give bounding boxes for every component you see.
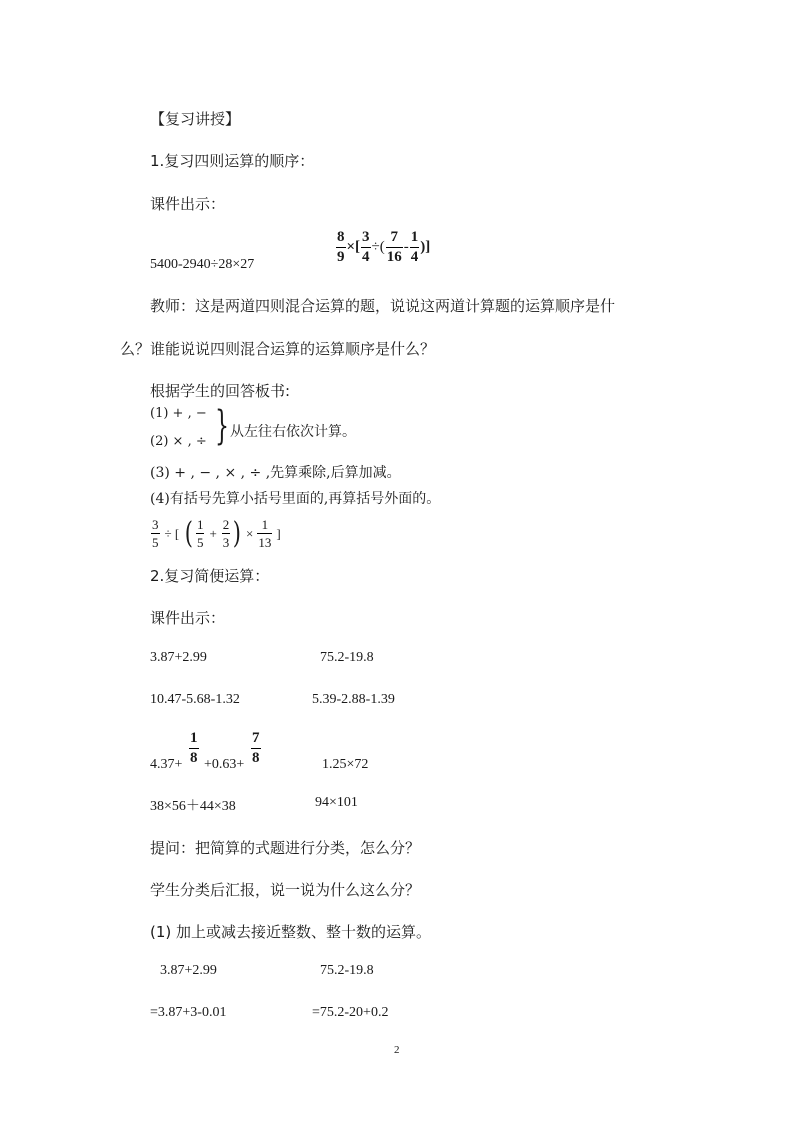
fraction: $\frac{2}{3}$	[222, 517, 230, 550]
exercise: 38×56＋44×38	[150, 799, 236, 814]
board-intro: 根据学生的回答板书:	[150, 382, 291, 400]
exercise: 4.37+	[150, 757, 183, 772]
expression-a: 5400-2940÷28×27	[150, 257, 255, 272]
solution-line: 3.87+2.99	[160, 963, 217, 978]
rule-12-note: 从左往右依次计算。	[230, 424, 356, 440]
solution-line: =75.2-20+0.2	[312, 1005, 389, 1020]
fraction: $\frac{1}{4}$	[410, 229, 419, 265]
expression-c: $\frac{3}{5}$ ÷ [ ( $\frac{1}{5}$ + $\frac{2}{3}$ ) × $\frac{1}{13}$ ]	[152, 515, 281, 551]
fraction: $\frac{1}{13}$	[258, 517, 272, 550]
rule-1: (1) + , −	[150, 406, 207, 421]
item1-title: 1.复习四则运算的顺序：	[150, 152, 315, 170]
exercise: +0.63+	[204, 757, 245, 772]
category-1: (1) 加上或减去接近整数、整十数的运算。	[150, 923, 432, 941]
teacher-line-2: 么？谁能说说四则混合运算的运算顺序是什么？	[120, 340, 436, 358]
fraction: $\frac{1}{5}$	[196, 517, 204, 550]
fraction: $\frac{1}{8}$	[190, 730, 198, 766]
exercise: 3.87+2.99	[150, 650, 207, 665]
fraction: $\frac{3}{5}$	[152, 517, 159, 550]
exercise: 5.39-2.88-1.39	[312, 692, 395, 707]
courseware-label: 课件出示：	[150, 195, 226, 213]
page-number: 2	[394, 1044, 400, 1056]
expression-b: $\frac{8}{9}$ ×[ $\frac{3}{4}$ ÷( $\frac{7}{16}$ - $\frac{1}{4}$ )]	[337, 229, 431, 265]
report: 学生分类后汇报，说一说为什么这么分？	[150, 881, 421, 899]
item2-title: 2.复习简便运算：	[150, 567, 270, 585]
fraction: $\frac{7}{16}$	[386, 229, 402, 265]
brace-icon: }	[215, 403, 229, 449]
fraction: $\frac{7}{8}$	[252, 730, 260, 766]
rule-3: (3) + , − , × , ÷ ,先算乘除,后算加减。	[150, 465, 401, 481]
paren-right-icon: )	[233, 515, 242, 551]
teacher-line-1: 教师：这是两道四则混合运算的题，说说这两道计算题的运算顺序是什	[150, 297, 616, 315]
question: 提问：把简算的式题进行分类，怎么分？	[150, 839, 421, 857]
exercise: 75.2-19.8	[320, 650, 374, 665]
exercise: 10.47-5.68-1.32	[150, 692, 240, 707]
fraction: $\frac{8}{9}$	[337, 229, 345, 265]
paren-left-icon: (	[184, 515, 194, 551]
courseware-label: 课件出示：	[150, 609, 226, 627]
exercise: 1.25×72	[322, 757, 369, 772]
solution-line: =3.87+3-0.01	[150, 1005, 227, 1020]
rule-2: (2) × , ÷	[150, 434, 207, 449]
solution-line: 75.2-19.8	[320, 963, 374, 978]
rule-4: (4)有括号先算小括号里面的,再算括号外面的。	[150, 491, 441, 507]
fraction: $\frac{3}{4}$	[362, 229, 370, 265]
section-heading: 【复习讲授】	[150, 110, 241, 128]
exercise: 94×101	[315, 795, 358, 810]
